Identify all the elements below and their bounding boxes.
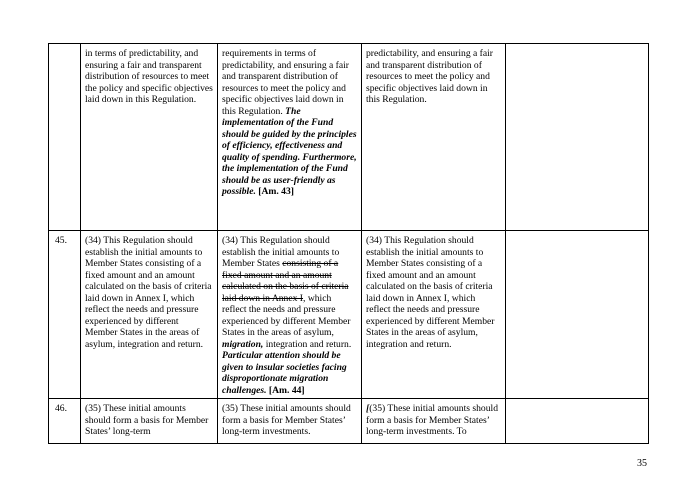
table-row xyxy=(49,399,649,444)
council-position-cell: (34) This Regulation should establish the initial amounts to Member States consisting of a fixed amount and an amount calculated on the basis of criteria laid down in Annex I, which reflect the needs and pressure experienced by different Member States in the areas of asylum, integration and return. xyxy=(362,231,506,399)
comments-cell xyxy=(506,399,649,444)
council-position-cell xyxy=(362,399,506,444)
unchanged-text: requirements in terms of predictability, and ensuring a fair and transparent distribution of resources to meet the policy and specific objectives laid down in this Regulation. xyxy=(222,48,349,117)
parliament-position-cell xyxy=(218,44,362,231)
four-column-comparison-table xyxy=(48,43,649,444)
added-text: Particular attention should be given to insular societies facing disproportionate migration challenges. xyxy=(222,350,347,396)
commission-proposal-cell: in terms of predictability, and ensuring a fair and transparent distribution of resources to meet the policy and specific objectives laid down in this Regulation. xyxy=(81,44,218,231)
comments-cell xyxy=(506,44,649,231)
table-row xyxy=(49,44,649,231)
commission-proposal-cell: (35) These initial amounts should form a basis for Member States’ long-term xyxy=(81,399,218,444)
added-text: The implementation of the Fund should be guided by the principles of efficiency, effectiveness and quality of spending. Furthermore, the implementation of the Fund should be as user-friendly as possible. xyxy=(222,105,357,197)
commission-proposal-cell: (34) This Regulation should establish the initial amounts to Member States consisting of a fixed amount and an amount calculated on the basis of criteria laid down in Annex I, which reflect the needs and pressure experienced by different Member States in the areas of asylum, integration and return. xyxy=(81,231,218,399)
bracket-marker: [ xyxy=(366,403,370,414)
unchanged-text: (34) This Regulation should establish the initial amounts to Member States xyxy=(222,235,340,269)
row-number-cell: 45. xyxy=(49,231,81,399)
amendment-reference: [Am. 43] xyxy=(258,186,294,197)
amendment-reference: [Am. 44] xyxy=(268,384,305,396)
deleted-text: consisting of a fixed amount and an amount calculated on the basis of criteria laid down in Annex I xyxy=(222,258,349,304)
table-row xyxy=(49,231,649,399)
parliament-position-cell: (35) These initial amounts should form a basis for Member States’ long-term investments. xyxy=(218,399,362,444)
council-text: (35) These initial amounts should form a basis for Member States’ long-term investments. To xyxy=(366,403,498,437)
council-position-cell: predictability, and ensuring a fair and transparent distribution of resources to meet the policy and specific objectives laid down in this Regulation. xyxy=(362,44,506,231)
unchanged-text: , which reflect the needs and pressure experienced by different Member States in the areas of asylum, xyxy=(222,292,351,338)
page-number: 35 xyxy=(637,458,647,469)
row-number-cell: 46. xyxy=(49,399,81,444)
unchanged-text: integration and return. xyxy=(265,338,352,350)
parliament-position-cell xyxy=(218,231,362,399)
added-text: migration, xyxy=(222,338,264,350)
row-number-cell xyxy=(49,44,81,231)
comments-cell xyxy=(506,231,649,399)
